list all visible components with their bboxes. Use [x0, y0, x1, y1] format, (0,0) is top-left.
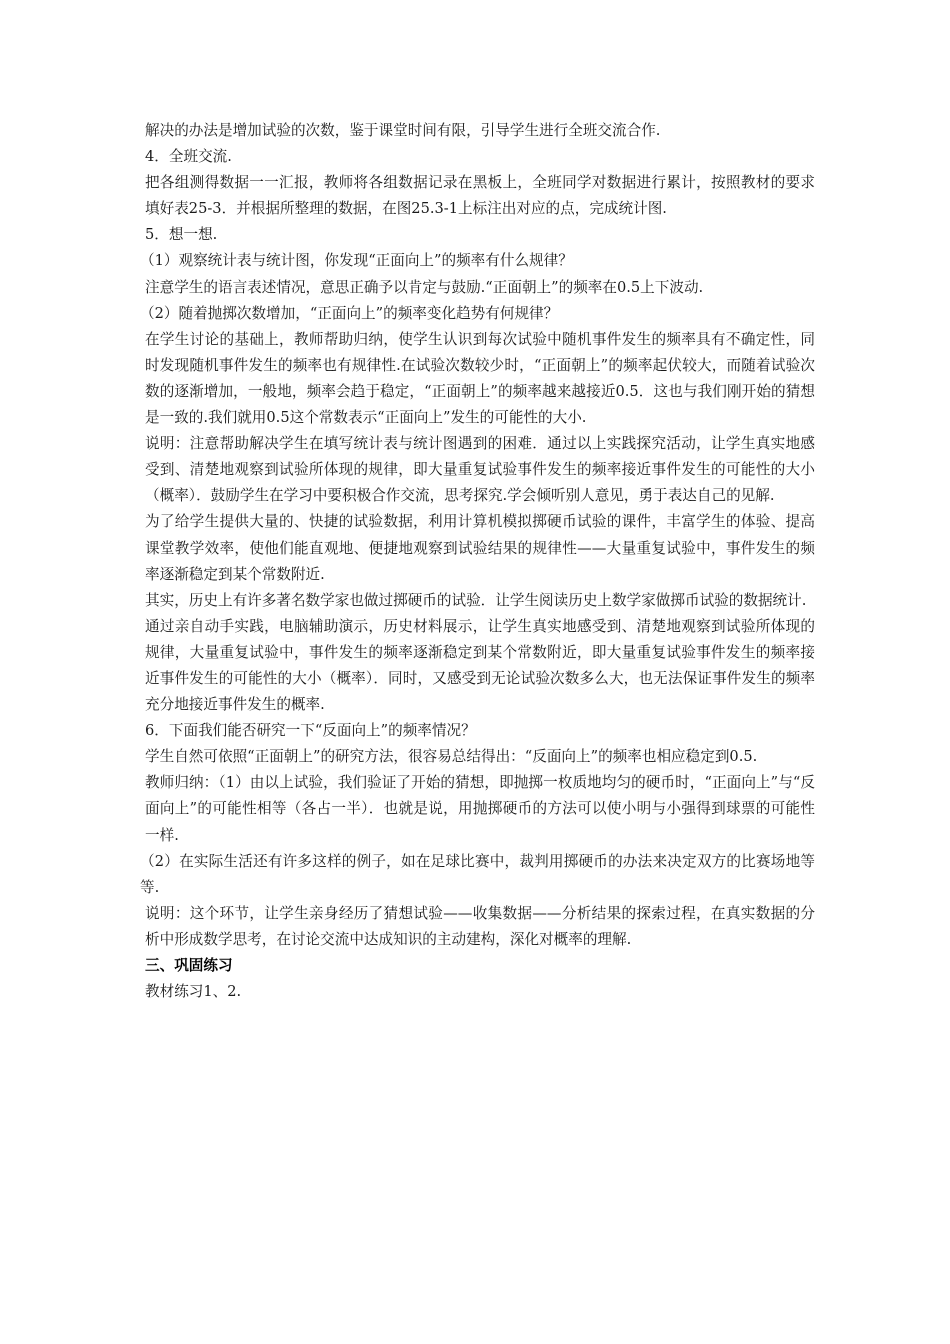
paragraph-answer-2: 在学生讨论的基础上，教师帮助归纳，使学生认识到每次试验中随机事件发生的频率具有不确定性，同时发现随机事件发生的频率也有规律性.在试验次数较少时，“正面朝上”的频率起伏较大，而随着试验次数的逐渐增加，一般地，频率会趋于稳定，“正面朝上”的频率越来越接近0.5．这也与我们刚开始的猜想是一致的.我们就用0.5这个常数表示“正面向上”发生的可能性的大小.	[145, 330, 815, 427]
paragraph-practice: 通过亲自动手实践，电脑辅助演示，历史材料展示，让学生真实地感受到、清楚地观察到试验所体现的规律，大量重复试验中，事件发生的频率逐渐稳定到某个常数附近，即大量重复试验事件发生的频率接近事件发生的可能性的大小（概率）．同时，又感受到无论试验次数多么大，也无法保证事件发生的频率充分地接近事件发生的概率.	[145, 617, 815, 714]
step-6-heading: 6．下面我们能否研究一下“反面向上”的频率情况？	[145, 722, 476, 740]
paragraph-reverse: 学生自然可依照“正面朝上”的研究方法，很容易总结得出：“反面向上”的频率也相应稳定到0.5.	[145, 748, 758, 766]
paragraph-example: （2）在实际生活还有许多这样的例子，如在足球比赛中，裁判用掷硬币的办法来决定双方的比赛场地等等.	[140, 852, 815, 896]
step-4-heading: 4．全班交流.	[145, 148, 232, 166]
paragraph-simulation: 为了给学生提供大量的、快捷的试验数据，利用计算机模拟掷硬币试验的课件，丰富学生的体验、提高课堂教学效率，使他们能直观地、便捷地观察到试验结果的规律性——大量重复试验中，事件发生的频率逐渐稳定到某个常数附近.	[145, 513, 815, 583]
paragraph-answer-1: 注意学生的语言表述情况，意思正确予以肯定与鼓励.“正面朝上”的频率在0.5上下波动.	[145, 278, 704, 296]
paragraph-teacher-summary: 教师归纳：（1）由以上试验，我们验证了开始的猜想，即抛掷一枚质地均匀的硬币时，“正面向上”与“反面向上”的可能性相等（各占一半）．也就是说，用抛掷硬币的方法可以使小明与小强得到球票的可能性一样.	[145, 774, 815, 844]
paragraph-note-1: 说明：注意帮助解决学生在填写统计表与统计图遇到的困难．通过以上实践探究活动，让学生真实地感受到、清楚地观察到试验所体现的规律，即大量重复试验事件发生的频率接近事件发生的可能性的大小（概率）．鼓励学生在学习中要积极合作交流，思考探究.学会倾听别人意见，勇于表达自己的见解.	[145, 435, 815, 505]
section-heading-consolidation: 三、巩固练习	[145, 957, 233, 974]
question-2: （2）随着抛掷次数增加，“正面向上”的频率变化趋势有何规律？	[140, 304, 559, 322]
question-1: （1）观察统计表与统计图，你发现“正面向上”的频率有什么规律？	[140, 252, 573, 270]
paragraph-class-exchange: 把各组测得数据一一汇报，教师将各组数据记录在黑板上，全班同学对数据进行累计，按照教材的要求填好表25-3．并根据所整理的数据，在图25.3-1上标注出对应的点，完成统计图.	[145, 174, 815, 218]
step-5-heading: 5．想一想.	[145, 226, 218, 244]
paragraph-note-2: 说明：这个环节，让学生亲身经历了猜想试验——收集数据——分析结果的探索过程，在真实数据的分析中形成数学思考，在讨论交流中达成知识的主动建构，深化对概率的理解.	[145, 904, 815, 948]
paragraph-solution: 解决的办法是增加试验的次数，鉴于课堂时间有限，引导学生进行全班交流合作.	[145, 122, 661, 139]
paragraph-exercises: 教材练习1、2.	[145, 983, 242, 1001]
paragraph-history: 其实，历史上有许多著名数学家也做过掷硬币的试验．让学生阅读历史上数学家做掷币试验的数据统计.	[145, 591, 807, 609]
document-body	[140, 118, 815, 1005]
